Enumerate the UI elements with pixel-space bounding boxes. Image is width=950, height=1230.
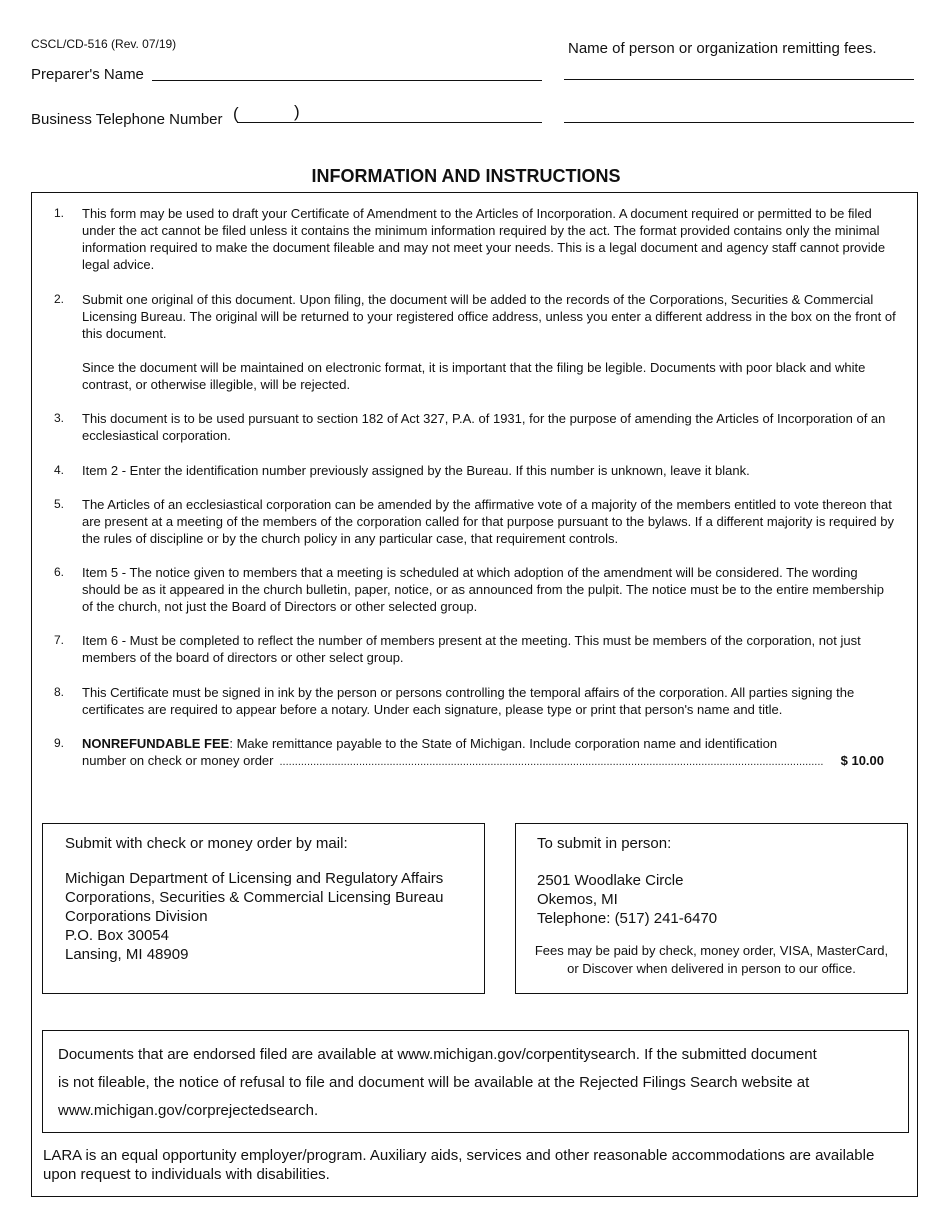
item-number: 2.	[54, 292, 65, 306]
item-number: 8.	[54, 685, 65, 699]
item-number: 6.	[54, 565, 65, 579]
preparer-name-label: Preparer's Name	[31, 66, 144, 83]
mail-address-line: Lansing, MI 48909	[65, 946, 189, 963]
payment-methods-line: or Discover when delivered in person to our office.	[567, 961, 856, 976]
item-number: 1.	[54, 206, 65, 220]
mail-address-line: Michigan Department of Licensing and Regulatory Affairs	[65, 870, 444, 887]
business-phone-label: Business Telephone Number	[31, 111, 223, 128]
item-text: Item 5 - The notice given to members that a meeting is scheduled at which adoption of the amendment will be considered. The wording should be as it appeared in the church bulletin, paper, notice, or as announced from the pulpit. The notice must be to the entire membership of the church, not just the Board of Directors or other selected group.	[82, 565, 884, 614]
mail-submission-box	[42, 823, 485, 994]
lara-line: LARA is an equal opportunity employer/program. Auxiliary aids, services and other reasonable accommodations are available	[43, 1147, 875, 1164]
lara-equal-opportunity-note	[43, 1146, 913, 1184]
item-number: 3.	[54, 411, 65, 425]
notice-line: is not fileable, the notice of refusal to file and document will be available at the Rejected Filings Search website at	[58, 1074, 810, 1091]
item-text: Item 2 - Enter the identification number previously assigned by the Bureau. If this number is unknown, leave it blank.	[82, 463, 750, 478]
fee-text: : Make remittance payable to the State of Michigan. Include corporation name and identification	[229, 736, 778, 751]
fee-line-2	[82, 752, 884, 771]
item-text: This form may be used to draft your Certificate of Amendment to the Articles of Incorporation. A document required or permitted to be filed under the act cannot be filed unless it contains the minimum information required by the act. The format provided contains only the minimal information required to make the document fileable and may not meet your needs. This is a legal document and agency staff cannot provide legal advice.	[82, 206, 886, 272]
notice-line: Documents that are endorsed filed are available at www.michigan.gov/corpentitysearch. If the submitted document	[58, 1046, 817, 1063]
item-text: This document is to be used pursuant to section 182 of Act 327, P.A. of 1931, for the purpose of amending the Articles of Incorporation of an ecclesiastical corporation.	[82, 411, 886, 443]
fee-line-1	[82, 735, 897, 752]
phone-area-close-paren: )	[294, 102, 300, 121]
remitter-label: Name of person or organization remitting fees.	[568, 40, 877, 57]
notice-line: www.michigan.gov/corprejectedsearch.	[58, 1102, 319, 1119]
item-text: Item 6 - Must be completed to reflect the number of members present at the meeting. This must be members of the corporation, not just members of the board of directors or other select group.	[82, 633, 861, 665]
item-number: 7.	[54, 633, 65, 647]
item-number: 9.	[54, 736, 65, 750]
mail-address-line: Corporations Division	[65, 908, 208, 925]
mail-address-line: Corporations, Securities & Commercial Licensing Bureau	[65, 889, 444, 906]
item-number: 5.	[54, 497, 65, 511]
fee-bold-label: NONREFUNDABLE FEE	[82, 736, 230, 751]
remitter-name-field-2[interactable]	[564, 122, 914, 123]
item-text: Submit one original of this document. Upon filing, the document will be added to the records of the Corporations, Securities & Commercial Licensing Bureau. The original will be returned to your registered office address, unless you enter a different address in the box on the front of this document.	[82, 292, 896, 341]
office-phone: Telephone: (517) 241-6470	[537, 910, 718, 927]
section-title: INFORMATION AND INSTRUCTIONS	[311, 166, 621, 186]
lara-line: upon request to individuals with disabilities.	[43, 1166, 330, 1183]
person-box-heading: To submit in person:	[537, 835, 672, 852]
office-address	[537, 871, 717, 928]
filed-documents-notice	[42, 1030, 909, 1133]
item-text-continued: Since the document will be maintained on electronic format, it is important that the filing be legible. Documents with poor black and white contrast, or otherwise illegible, will be rejected.	[82, 360, 866, 392]
item-number: 4.	[54, 463, 65, 477]
mail-box-heading: Submit with check or money order by mail:	[65, 835, 348, 852]
office-address-line: 2501 Woodlake Circle	[537, 872, 684, 889]
remitter-name-field-1[interactable]	[564, 79, 914, 80]
preparer-name-field[interactable]	[152, 80, 542, 81]
phone-area-open-paren: (	[233, 104, 239, 123]
office-address-line: Okemos, MI	[537, 891, 618, 908]
fee-amount: $ 10.00	[840, 753, 884, 768]
item-text: The Articles of an ecclesiastical corporation can be amended by the affirmative vote of a majority of the members entitled to vote thereon that are present at a meeting of the members of the corporation called for that purpose pursuant to the bylaws. If a different majority is required by the rules of discipline or by the church policy in any particular case, that requirement controls.	[82, 497, 894, 546]
mail-address-line: P.O. Box 30054	[65, 927, 169, 944]
item-text: This Certificate must be signed in ink by the person or persons controlling the temporal affairs of the corporation. All parties signing the certificates are required to appear before a notary. Under each signature, please type or print that person's name and title.	[82, 685, 855, 717]
payment-methods-line: Fees may be paid by check, money order, VISA, MasterCard,	[534, 943, 889, 958]
form-code: CSCL/CD-516 (Rev. 07/19)	[31, 37, 177, 51]
fee-dot-leader: ..................................................................................................................................................................................	[279, 756, 824, 768]
in-person-submission-box	[515, 823, 908, 994]
fee-text-continued: number on check or money order	[82, 753, 274, 768]
business-phone-field[interactable]	[237, 122, 542, 123]
payment-methods-note	[516, 942, 907, 978]
